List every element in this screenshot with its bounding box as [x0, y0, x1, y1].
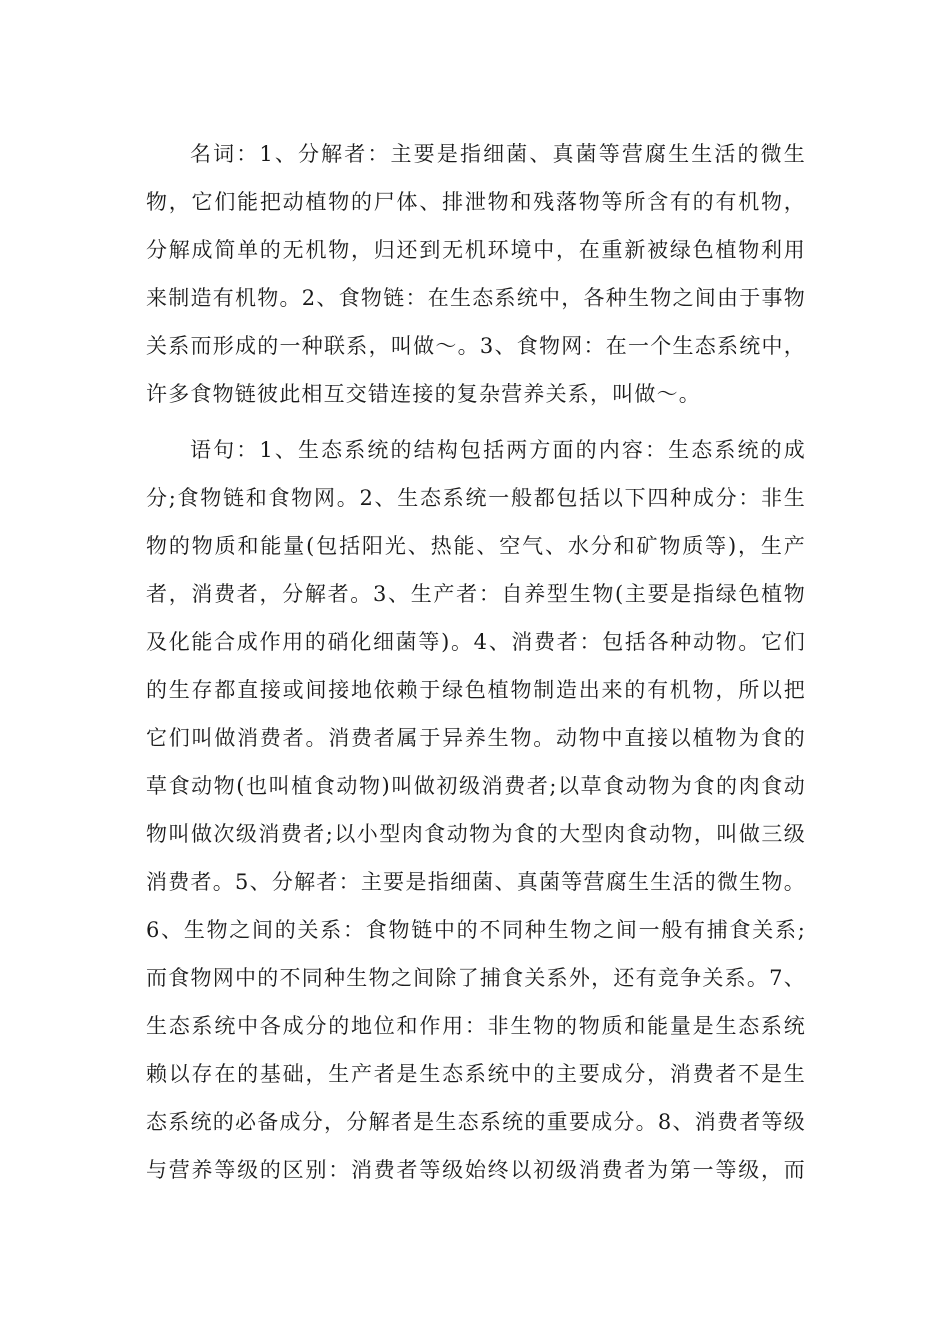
paragraph-2-line-15: 态系统的必备成分，分解者是生态系统的重要成分。8、消费者等级 — [146, 1110, 806, 1134]
paragraph-2-line-12: 而食物网中的不同种生物之间除了捕食关系外，还有竞争关系。7、 — [146, 966, 806, 990]
paragraph-2-line-13: 生态系统中各成分的地位和作用：非生物的物质和能量是生态系统 — [146, 1014, 806, 1038]
paragraph-2-line-3: 物的物质和能量(包括阳光、热能、空气、水分和矿物质等)，生产 — [146, 534, 806, 558]
paragraph-2-line-2: 分;食物链和食物网。2、生态系统一般都包括以下四种成分：非生 — [146, 486, 806, 510]
paragraph-2-line-6: 的生存都直接或间接地依赖于绿色植物制造出来的有机物，所以把 — [146, 678, 806, 702]
paragraph-1-line-5: 关系而形成的一种联系，叫做～。3、食物网：在一个生态系统中， — [146, 334, 806, 358]
paragraph-2-line-8: 草食动物(也叫植食动物)叫做初级消费者;以草食动物为食的肉食动 — [146, 774, 806, 798]
paragraph-2-line-11: 6、生物之间的关系：食物链中的不同种生物之间一般有捕食关系; — [146, 918, 806, 942]
paragraph-1-line-4: 来制造有机物。2、食物链：在生态系统中，各种生物之间由于事物 — [146, 286, 806, 310]
paragraph-2-line-10: 消费者。5、分解者：主要是指细菌、真菌等营腐生生活的微生物。 — [146, 870, 806, 894]
paragraph-2-line-7: 它们叫做消费者。消费者属于异养生物。动物中直接以植物为食的 — [146, 726, 806, 750]
paragraph-2-line-1: 语句：1、生态系统的结构包括两方面的内容：生态系统的成 — [190, 438, 806, 462]
paragraph-1-line-1: 名词：1、分解者：主要是指细菌、真菌等营腐生生活的微生 — [190, 142, 806, 166]
paragraph-2-line-9: 物叫做次级消费者;以小型肉食动物为食的大型肉食动物，叫做三级 — [146, 822, 806, 846]
paragraph-2-line-14: 赖以存在的基础，生产者是生态系统中的主要成分，消费者不是生 — [146, 1062, 806, 1086]
paragraph-2-line-5: 及化能合成作用的硝化细菌等)。4、消费者：包括各种动物。它们 — [146, 630, 806, 654]
paragraph-1-line-3: 分解成简单的无机物，归还到无机环境中，在重新被绿色植物利用 — [146, 238, 806, 262]
paragraph-1-line-2: 物，它们能把动植物的尸体、排泄物和残落物等所含有的有机物， — [146, 190, 806, 214]
paragraph-2-line-4: 者，消费者，分解者。3、生产者：自养型生物(主要是指绿色植物 — [146, 582, 806, 606]
paragraph-2-line-16: 与营养等级的区别：消费者等级始终以初级消费者为第一等级，而 — [146, 1158, 806, 1182]
paragraph-1-line-6: 许多食物链彼此相互交错连接的复杂营养关系，叫做～。 — [146, 382, 701, 406]
